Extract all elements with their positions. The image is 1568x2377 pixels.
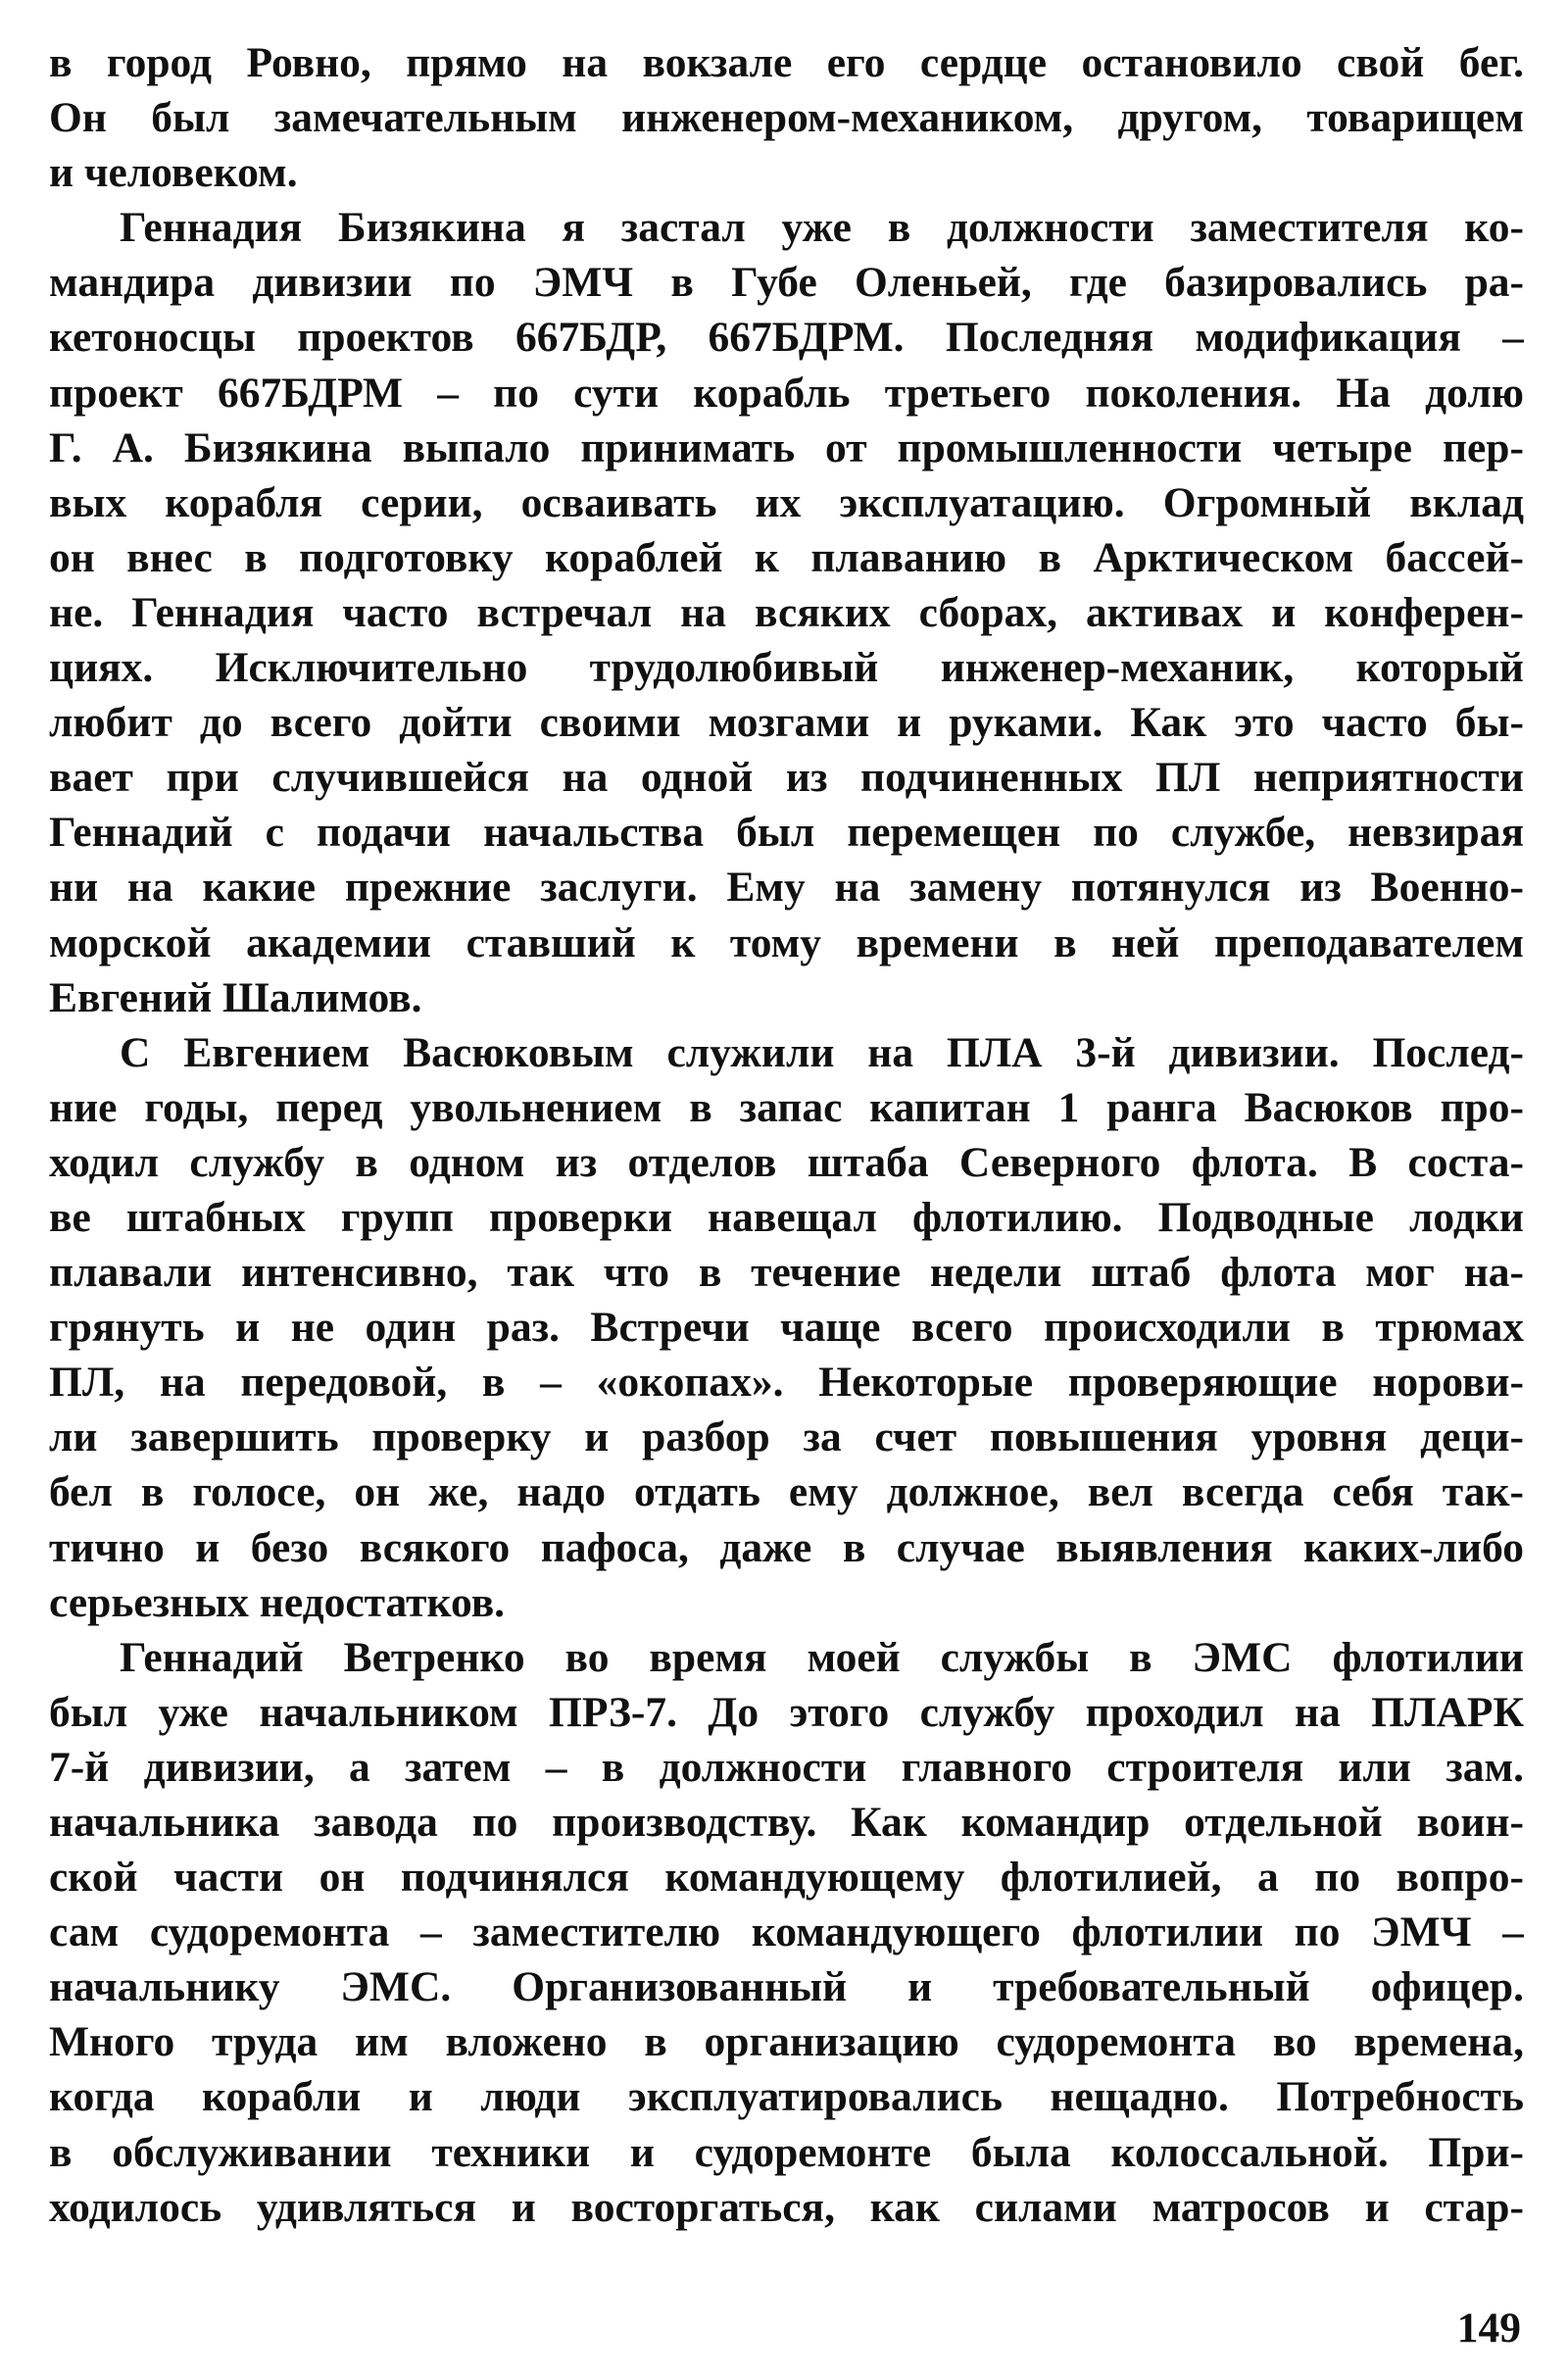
text-line: ние годы, перед увольнением в запас капитан 1 ранга Васюков про- — [49, 1083, 1524, 1131]
text-line: в город Ровно, прямо на вокзале его сердце остановило свой бег. — [49, 39, 1524, 86]
text-line: проект 667БДРМ – по сути корабль третьего поколения. На долю — [49, 369, 1524, 417]
text-line: когда корабли и люди эксплуатировались нещадно. Потребность — [49, 2073, 1524, 2121]
text-line: он внес в подготовку кораблей к плаванию в Арктическом бассей- — [49, 533, 1524, 581]
text-line: Геннадия Бизякина я застал уже в должности заместителя ко- — [120, 204, 1524, 252]
text-line: ходилось удивляться и восторгаться, как силами матросов и стар- — [49, 2183, 1524, 2231]
text-line: мандира дивизии по ЭМЧ в Губе Оленьей, где базировались ра- — [49, 259, 1524, 307]
text-line: Геннадий Ветренко во время моей службы в ЭМС флотилии — [120, 1633, 1524, 1681]
text-line: плавали интенсивно, так что в течение недели штаб флота мог на- — [49, 1249, 1524, 1297]
text-line: ли завершить проверку и разбор за счет повышения уровня деци- — [49, 1413, 1524, 1461]
text-line: начальнику ЭМС. Организованный и требовательный офицер. — [49, 1963, 1524, 2011]
text-line: в обслуживании техники и судоремонте была колоссальной. При- — [49, 2128, 1524, 2176]
text-line: С Евгением Васюковым служили на ПЛА 3-й дивизии. Послед- — [120, 1028, 1524, 1076]
text-line: Г. А. Бизякина выпало принимать от промышленности четыре пер- — [49, 423, 1524, 471]
text-line: Он был замечательным инженером-механиком, другом, товарищем — [49, 94, 1524, 142]
text-line: был уже начальником ПРЗ-7. До этого службу проходил на ПЛАРК — [49, 1688, 1524, 1736]
text-line: не. Геннадия часто встречал на всяких сборах, активах и конферен- — [49, 588, 1524, 636]
text-line: вых корабля серии, осваивать их эксплуатацию. Огромный вклад — [49, 478, 1524, 526]
body-text — [49, 35, 1524, 2235]
text-line: серьезных недостатков. — [49, 1578, 506, 1626]
text-line: бел в голосе, он же, надо отдать ему должное, вел всегда себя так- — [49, 1468, 1524, 1516]
text-line: ской части он подчинялся командующему флотилией, а по вопро- — [49, 1854, 1524, 1902]
text-line: Геннадий с подачи начальства был перемещен по службе, невзирая — [49, 809, 1524, 857]
text-line: ни на какие прежние заслуги. Ему на замену потянулся из Военно- — [49, 864, 1524, 912]
text-line: ПЛ, на передовой, в – «окопах». Некоторые проверяющие норови- — [49, 1359, 1524, 1407]
text-line: ходил службу в одном из отделов штаба Северного флота. В соста- — [49, 1138, 1524, 1186]
text-line: циях. Исключительно трудолюбивый инженер-механик, который — [49, 644, 1524, 692]
text-line: любит до всего дойти своими мозгами и руками. Как это часто бы- — [49, 699, 1524, 747]
text-line: Евгений Шалимов. — [49, 973, 422, 1021]
text-line: морской академии ставший к тому времени в ней преподавателем — [49, 918, 1524, 966]
text-line: сам судоремонта – заместителю командующего флотилии по ЭМЧ – — [49, 1908, 1524, 1956]
text-line: тично и безо всякого пафоса, даже в случае выявления каких-либо — [49, 1523, 1524, 1571]
text-line: кетоносцы проектов 667БДР, 667БДРМ. Последняя модификация – — [49, 314, 1524, 362]
text-line: 7-й дивизии, а затем – в должности главного строителя или зам. — [49, 1743, 1524, 1791]
text-line: вает при случившейся на одной из подчиненных ПЛ неприятности — [49, 754, 1524, 802]
text-line: начальника завода по производству. Как командир отдельной воин- — [49, 1799, 1524, 1846]
text-line: ве штабных групп проверки навещал флотилию. Подводные лодки — [49, 1193, 1524, 1241]
text-line: грянуть и не один раз. Встречи чаще всего происходили в трюмах — [49, 1304, 1524, 1352]
text-line: Много труда им вложено в организацию судоремонта во времена, — [49, 2018, 1524, 2066]
page-number: 149 — [1456, 2304, 1521, 2352]
text-line: и человеком. — [49, 149, 298, 197]
